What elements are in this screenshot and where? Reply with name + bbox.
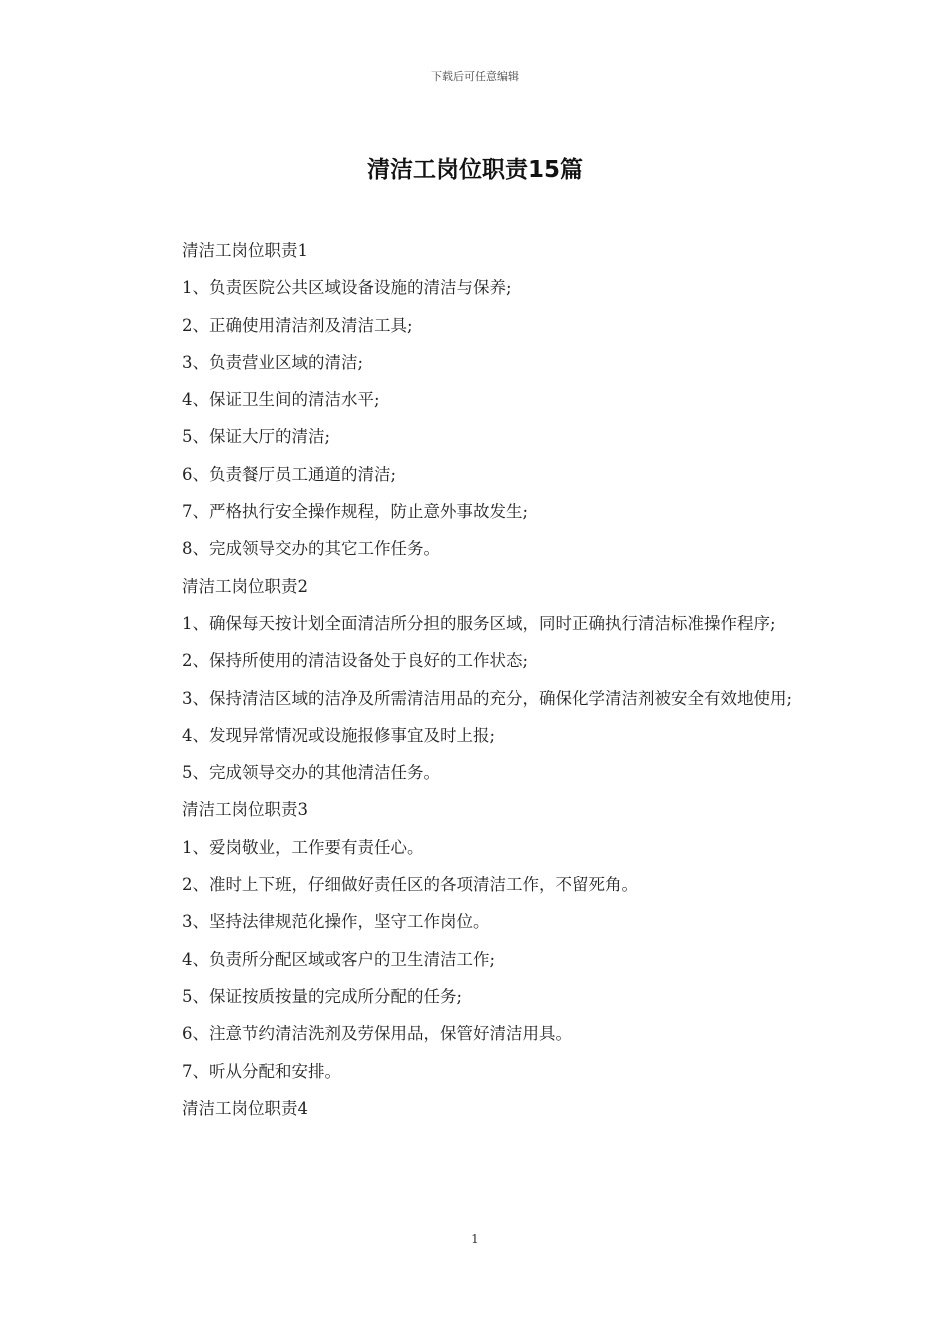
document-body bbox=[145, 232, 810, 1127]
section-heading: 清洁工岗位职责2 bbox=[182, 576, 308, 596]
list-item: 5、保证按质按量的完成所分配的任务; bbox=[182, 986, 463, 1006]
section-heading: 清洁工岗位职责3 bbox=[182, 800, 308, 820]
list-item: 4、发现异常情况或设施报修事宜及时上报; bbox=[182, 725, 496, 745]
list-item: 5、完成领导交办的其他清洁任务。 bbox=[182, 763, 440, 783]
list-item: 3、坚持法律规范化操作，坚守工作岗位。 bbox=[182, 912, 490, 932]
section-heading: 清洁工岗位职责1 bbox=[182, 241, 308, 260]
list-item: 7、听从分配和安排。 bbox=[182, 1061, 341, 1081]
list-item: 1、负责医院公共区域设备设施的清洁与保养; bbox=[182, 278, 512, 298]
list-item: 5、保证大厅的清洁; bbox=[182, 427, 331, 447]
list-item: 1、爱岗敬业，工作要有责任心。 bbox=[182, 837, 424, 857]
list-item: 2、准时上下班，仔细做好责任区的各项清洁工作，不留死角。 bbox=[182, 875, 638, 895]
list-item: 4、负责所分配区域或客户的卫生清洁工作; bbox=[182, 949, 496, 969]
list-item: 6、注意节约清洁洗剂及劳保用品，保管好清洁用具。 bbox=[182, 1024, 572, 1044]
list-item: 6、负责餐厅员工通道的清洁; bbox=[182, 464, 397, 484]
list-item: 3、负责营业区域的清洁; bbox=[182, 352, 364, 372]
page-number: 1 bbox=[471, 1232, 479, 1246]
document-title: 清洁工岗位职责15篇 bbox=[366, 157, 583, 183]
list-item: 7、严格执行安全操作规程，防止意外事故发生; bbox=[182, 502, 529, 522]
list-item: 2、保持所使用的清洁设备处于良好的工作状态; bbox=[182, 651, 529, 671]
section-heading: 清洁工岗位职责4 bbox=[182, 1098, 308, 1118]
list-item: 8、完成领导交办的其它工作任务。 bbox=[182, 539, 440, 559]
list-item: 3、保持清洁区域的洁净及所需清洁用品的充分，确保化学清洁剂被安全有效地使用; bbox=[182, 688, 793, 708]
list-item: 1、确保每天按计划全面清洁所分担的服务区域，同时正确执行清洁标准操作程序; bbox=[182, 613, 776, 633]
list-item: 2、正确使用清洁剂及清洁工具; bbox=[182, 315, 413, 335]
header-note: 下载后可任意编辑 bbox=[431, 70, 519, 83]
list-item: 4、保证卫生间的清洁水平; bbox=[182, 390, 380, 410]
